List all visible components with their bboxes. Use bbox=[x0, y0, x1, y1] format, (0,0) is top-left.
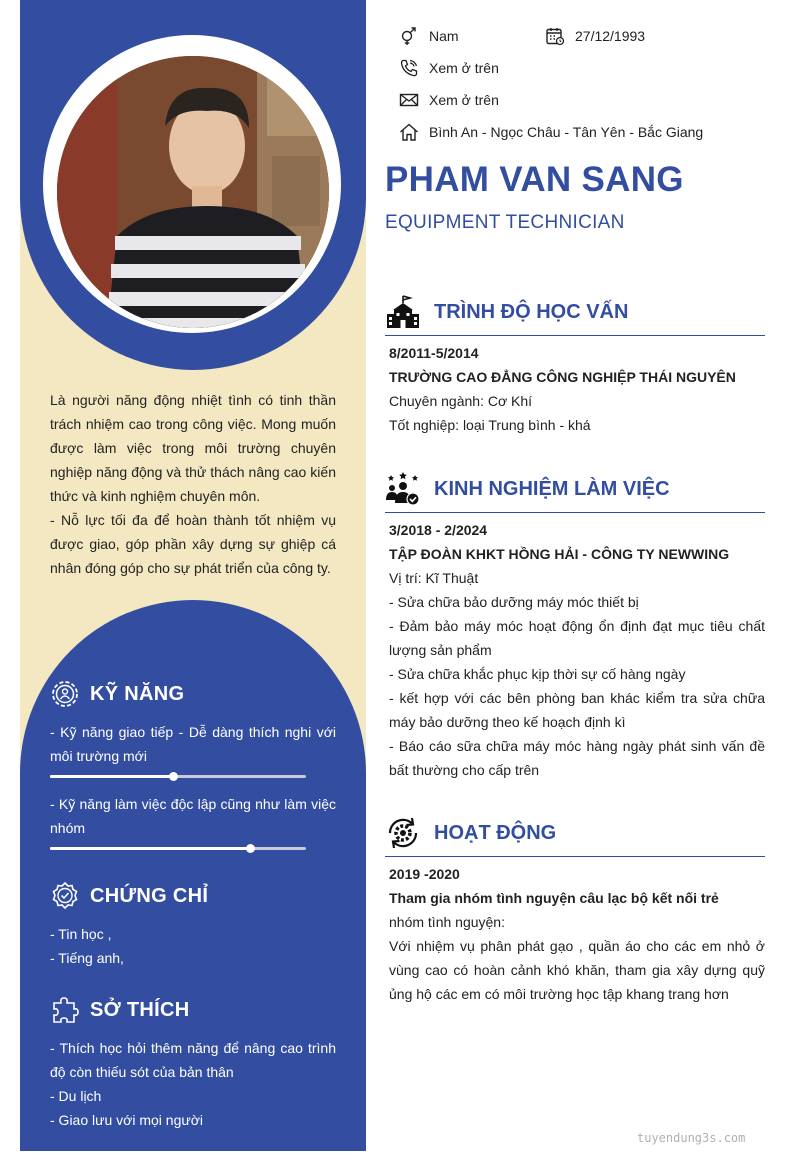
education-graduation: Tốt nghiệp: loại Trung bình - khá bbox=[389, 417, 591, 433]
gender-text: Nam bbox=[429, 28, 459, 44]
skill-item: - Kỹ năng giao tiếp - Dễ dàng thích nghi với môi trường mới bbox=[50, 724, 336, 764]
activity-name: Tham gia nhóm tình nguyện câu lạc bộ kết nối trẻ bbox=[389, 890, 719, 906]
certificates-section bbox=[50, 878, 336, 970]
contact-address bbox=[399, 122, 703, 142]
school-building-icon bbox=[385, 294, 421, 330]
experience-duty: - Sửa chữa khắc phục kịp thời sự cố hàng ngày bbox=[389, 666, 686, 682]
career-summary bbox=[50, 388, 336, 580]
experience-position: Vị trí: Kĩ Thuật bbox=[389, 570, 479, 586]
phone-icon bbox=[399, 58, 419, 78]
education-period: 8/2011-5/2014 bbox=[389, 345, 479, 361]
experience-title: KINH NGHIỆM LÀM VIỆC bbox=[434, 477, 670, 500]
address-text: Bình An - Ngọc Châu - Tân Yên - Bắc Giang bbox=[429, 124, 704, 140]
school-name: TRƯỜNG CAO ĐẲNG CÔNG NGHIỆP THÁI NGUYÊN bbox=[389, 369, 736, 385]
contact-gender bbox=[399, 26, 459, 46]
skill-level-bar bbox=[50, 772, 306, 782]
puzzle-piece-icon bbox=[50, 995, 80, 1025]
contact-birthday bbox=[545, 26, 645, 46]
envelope-icon bbox=[399, 90, 419, 110]
hobby-item: - Thích học hỏi thêm năng để nâng cao trình độ còn thiếu sót của bản thân bbox=[50, 1040, 336, 1080]
skills-header bbox=[50, 676, 336, 712]
summary-paragraph: Là người năng động nhiệt tình có tinh thần trách nhiệm cao trong công việc. Mong muốn được làm việc trong môi trường chuyên nghiệp năng động và thử thách nâng cao kiến thức và kinh nghiệm chuyên môn. bbox=[50, 392, 336, 504]
team-stars-icon bbox=[385, 471, 421, 507]
summary-paragraph: - Nỗ lực tối đa để hoàn thành tốt nhiệm vụ được giao, góp phần xây dựng sự ghiệp cá nhân đóng góp cho sự phát triển của công ty. bbox=[50, 512, 336, 576]
candidate-name: PHAM VAN SANG bbox=[385, 160, 684, 199]
activity-period: 2019 -2020 bbox=[389, 866, 460, 882]
education-entry bbox=[389, 341, 765, 437]
email-text: Xem ở trên bbox=[429, 92, 499, 108]
hobbies-header bbox=[50, 992, 336, 1028]
avatar bbox=[57, 56, 329, 328]
hobbies-title: SỞ THÍCH bbox=[90, 998, 190, 1021]
gender-icon bbox=[399, 26, 419, 46]
activity-entry bbox=[389, 862, 765, 1006]
skills-gear-icon bbox=[50, 679, 80, 709]
education-header bbox=[385, 289, 765, 336]
skill-item: - Kỹ năng làm việc độc lập cũng như làm việc nhóm bbox=[50, 796, 336, 836]
site-watermark: tuyendung3s.com bbox=[637, 1131, 746, 1145]
hobbies-section bbox=[50, 992, 336, 1132]
experience-duty: - Sửa chữa bảo dưỡng máy móc thiết bị bbox=[389, 594, 639, 610]
certificates-header bbox=[50, 878, 336, 914]
certificate-item: - Tin học , bbox=[50, 926, 112, 942]
activity-description: Với nhiệm vụ phân phát gạo , quần áo cho các em nhỏ ở vùng cao có hoàn cảnh khó khăn, tham gia xây dựng quỹ ủng hộ các em có môi trường học tập khang trang hơn bbox=[389, 938, 765, 1002]
experience-period: 3/2018 - 2/2024 bbox=[389, 522, 488, 538]
experience-entry bbox=[389, 518, 765, 782]
education-major: Chuyên ngành: Cơ Khí bbox=[389, 393, 533, 409]
avatar-photo-icon bbox=[57, 56, 329, 328]
left-column bbox=[20, 0, 366, 1151]
contact-phone bbox=[399, 58, 499, 78]
certificates-title: CHỨNG CHỈ bbox=[90, 884, 209, 907]
experience-header bbox=[385, 466, 765, 513]
home-icon bbox=[399, 122, 419, 142]
company-name: TẬP ĐOÀN KHKT HỒNG HẢI - CÔNG TY NEWWING bbox=[389, 546, 730, 562]
birthday-text: 27/12/1993 bbox=[575, 28, 646, 44]
education-title: TRÌNH ĐỘ HỌC VẤN bbox=[434, 300, 629, 323]
calendar-icon bbox=[545, 26, 565, 46]
activities-title: HOẠT ĐỘNG bbox=[434, 821, 557, 844]
experience-duty: - Đảm bảo máy móc hoạt động ổn định đạt mục tiêu chất lượng sản phẩm bbox=[389, 618, 765, 658]
hobby-item: - Du lịch bbox=[50, 1088, 102, 1104]
activity-role: nhóm tình nguyện: bbox=[389, 914, 505, 930]
skills-title: KỸ NĂNG bbox=[90, 682, 185, 705]
skills-section bbox=[50, 676, 336, 864]
hobby-item: - Giao lưu với mọi người bbox=[50, 1112, 204, 1128]
contact-email bbox=[399, 90, 499, 110]
certificate-badge-icon bbox=[50, 881, 80, 911]
experience-duty: - Báo cáo sữa chữa máy móc hàng ngày phát sinh vấn đề bất thường cho cấp trên bbox=[389, 738, 765, 778]
experience-duty: - kết hợp với các bên phòng ban khác kiểm tra sửa chữa máy bảo dưỡng theo kế hoạch định kì bbox=[389, 690, 765, 730]
skill-level-bar bbox=[50, 844, 306, 854]
job-title: EQUIPMENT TECHNICIAN bbox=[385, 212, 625, 233]
certificate-item: - Tiếng anh, bbox=[50, 950, 124, 966]
gear-cycle-icon bbox=[385, 815, 421, 851]
activities-header bbox=[385, 810, 765, 857]
phone-text: Xem ở trên bbox=[429, 60, 499, 76]
